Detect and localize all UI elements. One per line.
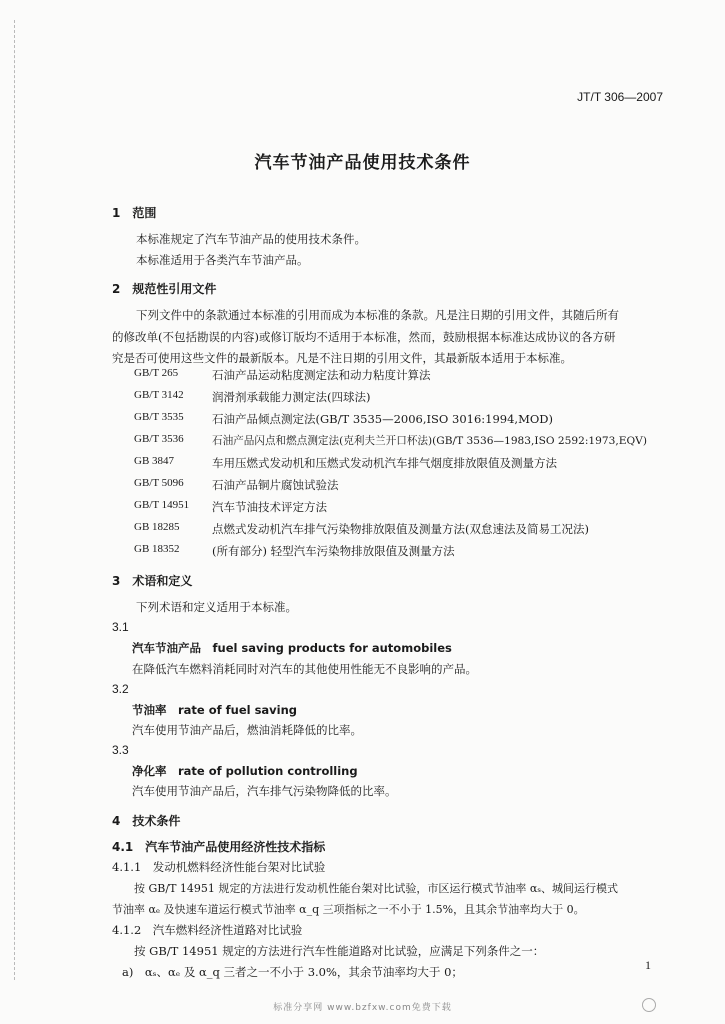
ref-code: GB/T 14951 [134,499,190,511]
term-3-2-number: 3.2 [112,682,129,696]
clause-4-1-2-item-a: a) αₛ、αₑ 及 α_q 三者之一不小于 3.0%，其余节油率均大于 0； [122,965,463,979]
ref-code: GB/T 5096 [134,477,184,489]
term-3-3-number: 3.3 [112,743,129,757]
page-number: 1 [645,958,651,972]
clause-4-1-1-line-2: 节油率 αₑ 及快速车道运行模式节油率 α_q 三项指标之一不小于 1.5%，且其余节油率均大于 0。 [112,903,585,916]
document-title: 汽车节油产品使用技术条件 [254,153,471,173]
section-1-para-1: 本标准规定了汽车节油产品的使用技术条件。 [136,232,366,246]
section-1-heading: 1 范围 [112,206,157,220]
ref-title: 石油产品倾点测定法(GB/T 3535—2006,ISO 3016:1994,MOD) [212,412,553,426]
binding-hole-mark [642,998,656,1012]
ref-code: GB/T 3142 [134,389,184,401]
clause-4-1-1-heading: 4.1.1 发动机燃料经济性能台架对比试验 [112,860,326,874]
clause-4-1-1-line-1: 按 GB/T 14951 规定的方法进行发动机性能台架对比试验，市区运行模式节油率 αₛ、城间运行模式 [134,882,619,895]
clause-4-1-2-para: 按 GB/T 14951 规定的方法进行汽车性能道路对比试验，应满足下列条件之一： [134,944,545,958]
ref-title: 汽车节油技术评定方法 [212,500,327,514]
section-2-intro-line-2: 的修改单(不包括勘误的内容)或修订版均不适用于本标准，然而，鼓励根据本标准达成协议的各方研 [112,330,616,344]
ref-title: 石油产品铜片腐蚀试验法 [212,478,339,492]
ref-code: GB 18352 [134,543,180,555]
ref-code: GB/T 3536 [134,433,184,445]
ref-code: GB/T 265 [134,367,179,379]
section-3-heading: 3 术语和定义 [112,574,193,588]
ref-title: 润滑剂承载能力测定法(四球法) [212,390,371,404]
footer-watermark: 标准分享网 www.bzfxw.com免费下载 [273,1003,452,1013]
section-1-para-2: 本标准适用于各类汽车节油产品。 [136,253,309,267]
ref-title: (所有部分) 轻型汽车污染物排放限值及测量方法 [212,544,455,558]
section-2-intro-line-1: 下列文件中的条款通过本标准的引用而成为本标准的条款。凡是注日期的引用文件，其随后所有 [136,308,619,322]
clause-4-1-heading: 4.1 汽车节油产品使用经济性技术指标 [112,840,326,854]
term-3-1: 汽车节油产品 fuel saving products for automobiles [132,641,452,655]
ref-title: 石油产品运动粘度测定法和动力粘度计算法 [212,368,431,382]
ref-title: 点燃式发动机汽车排气污染物排放限值及测量方法(双怠速法及简易工况法) [212,522,589,536]
clause-4-1-2-heading: 4.1.2 汽车燃料经济性道路对比试验 [112,923,303,937]
ref-code: GB 18285 [134,521,180,533]
term-3-3: 净化率 rate of pollution controlling [132,764,358,778]
term-3-1-number: 3.1 [112,620,129,634]
ref-title: 车用压燃式发动机和压燃式发动机汽车排气烟度排放限值及测量方法 [212,456,557,470]
section-2-intro-line-3: 究是否可使用这些文件的最新版本。凡是不注日期的引用文件，其最新版本适用于本标准。 [112,351,572,365]
section-4-heading: 4 技术条件 [112,814,181,828]
term-3-3-definition: 汽车使用节油产品后，汽车排气污染物降低的比率。 [132,784,397,798]
section-3-intro: 下列术语和定义适用于本标准。 [136,600,297,614]
term-3-1-definition: 在降低汽车燃料消耗同时对汽车的其他使用性能无不良影响的产品。 [132,662,477,676]
standard-code: JT/T 306—2007 [577,90,663,104]
ref-code: GB 3847 [134,455,175,467]
ref-code: GB/T 3535 [134,411,184,423]
ref-title: 石油产品闪点和燃点测定法(克利夫兰开口杯法)(GB/T 3536—1983,ISO 2592:1973,EQV) [212,435,647,447]
term-3-2-definition: 汽车使用节油产品后，燃油消耗降低的比率。 [132,723,362,737]
section-2-heading: 2 规范性引用文件 [112,282,217,296]
term-3-2: 节油率 rate of fuel saving [132,703,298,717]
